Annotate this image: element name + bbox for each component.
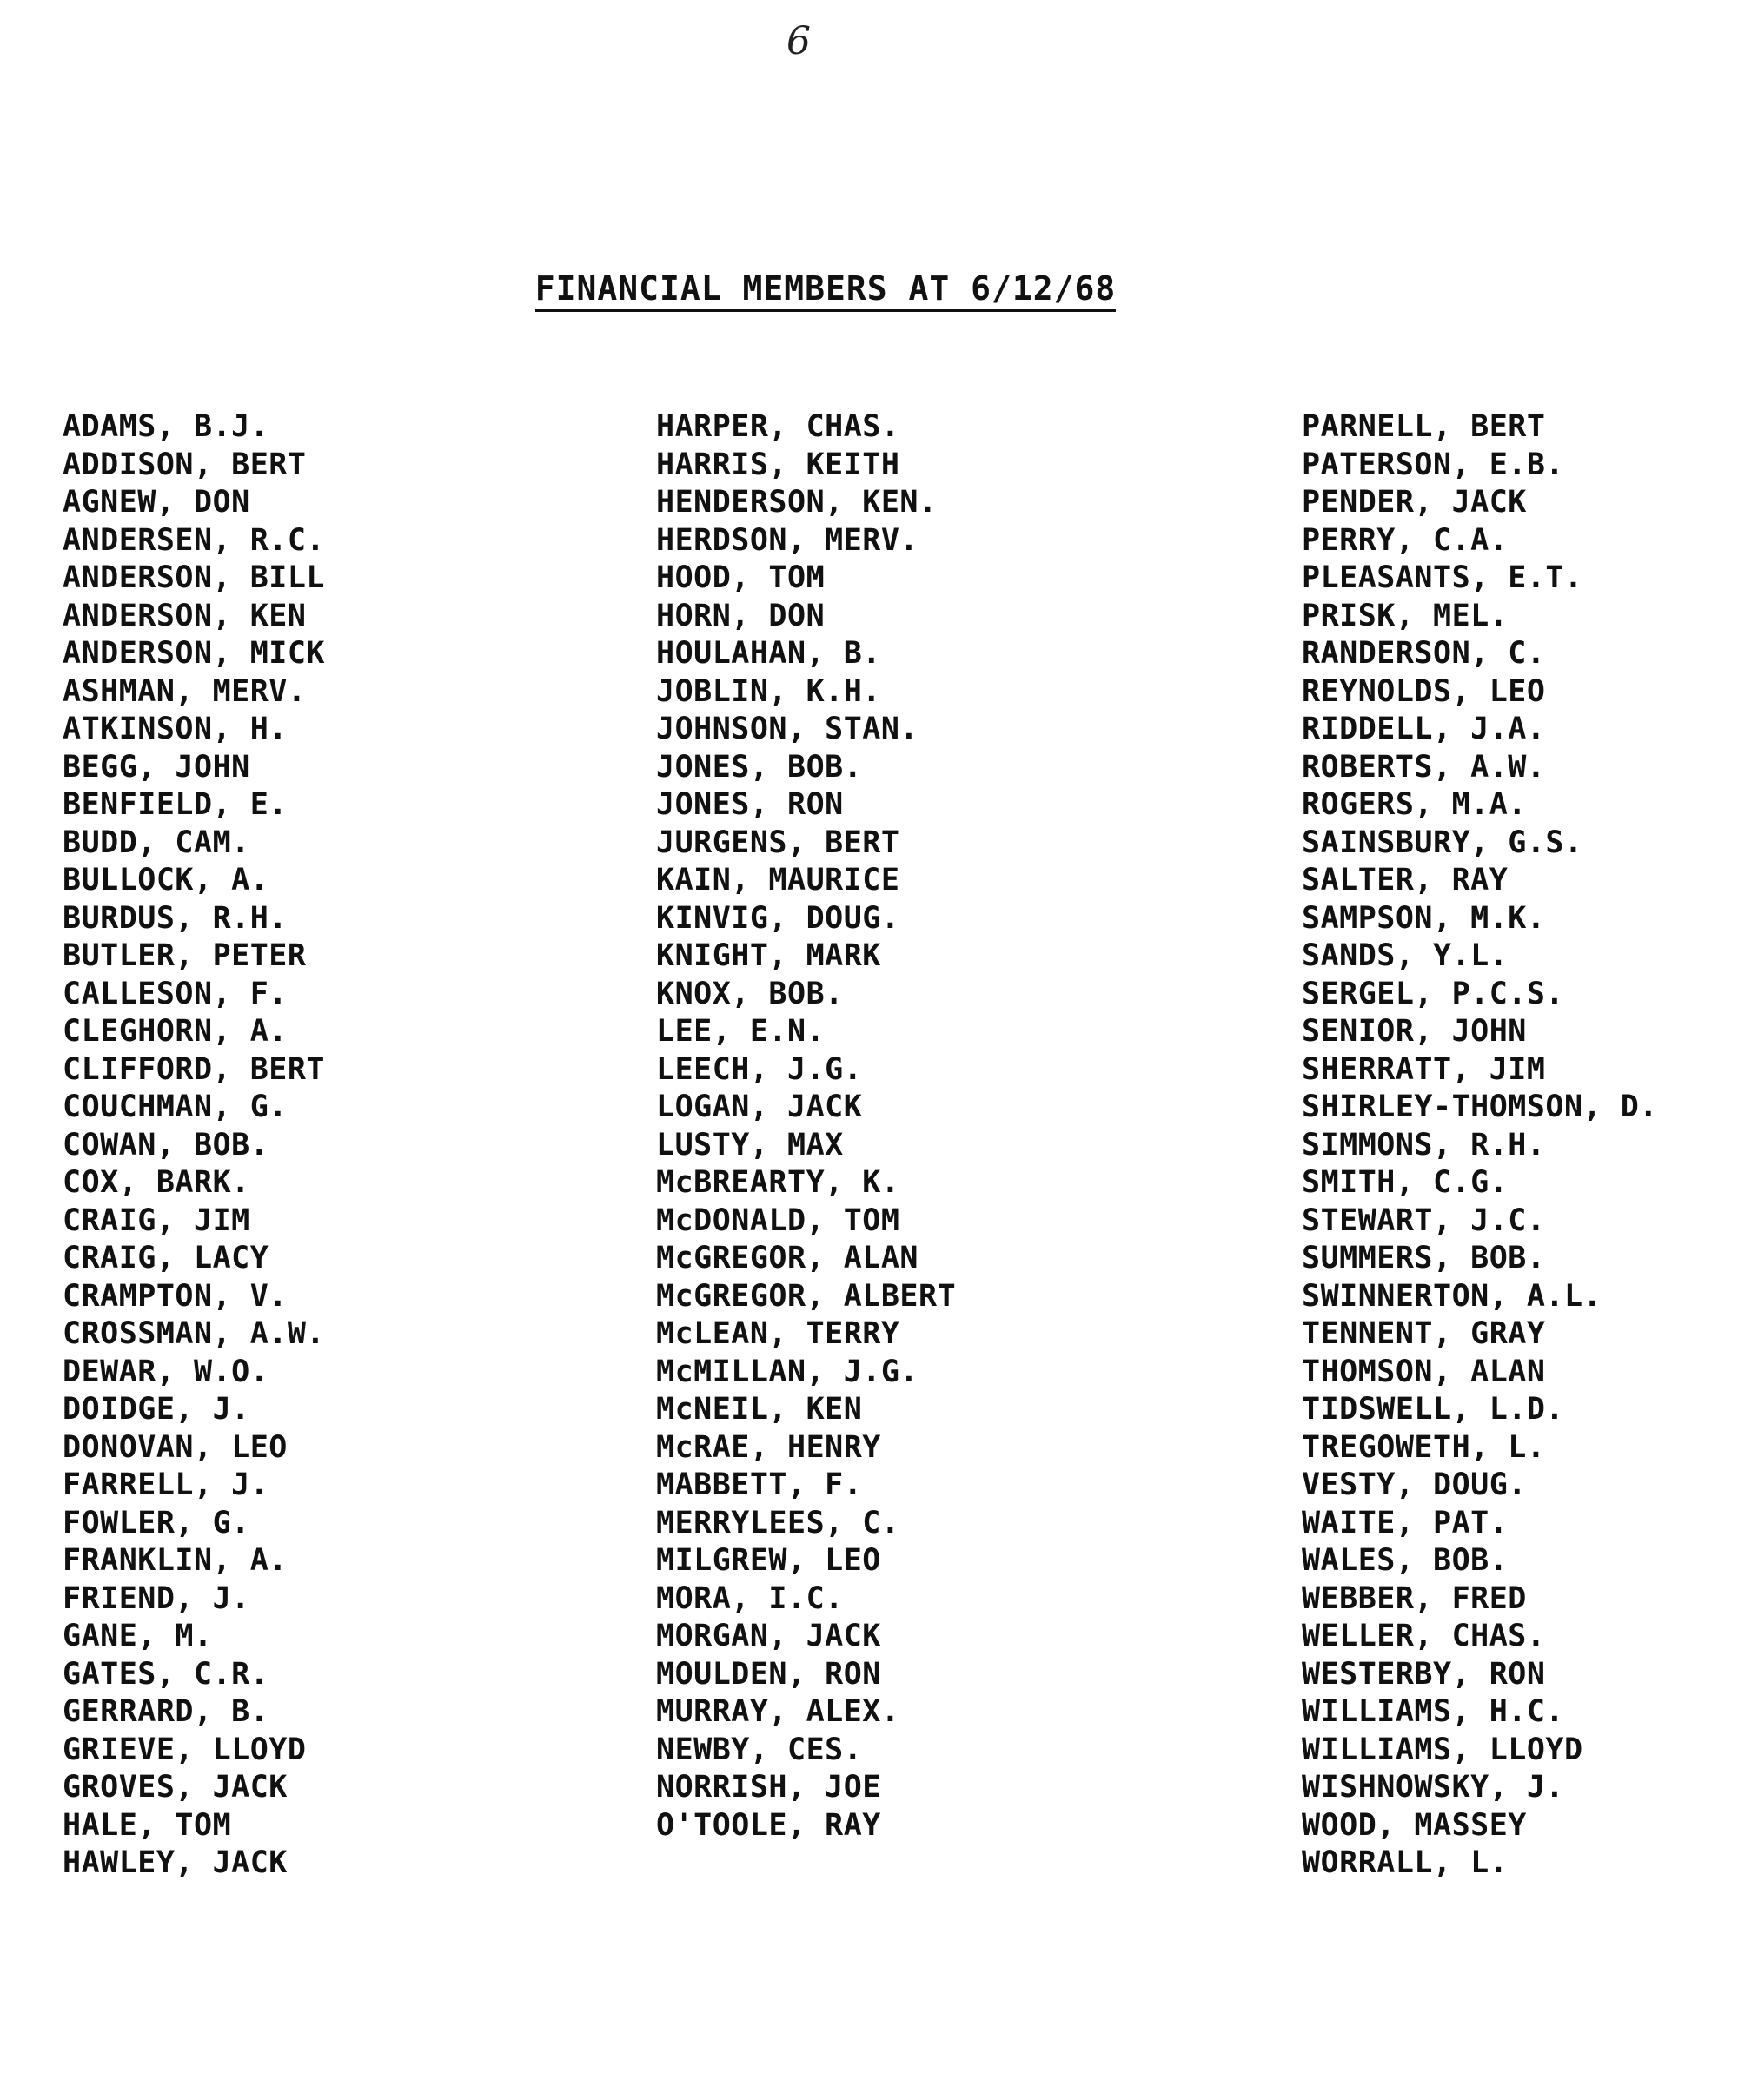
member-name: COUCHMAN, G.: [63, 1090, 288, 1124]
member-name: ADAMS, B.J.: [63, 409, 269, 444]
member-name: GERRARD, B.: [63, 1694, 269, 1729]
member-name: McRAE, HENRY: [656, 1429, 881, 1465]
member-name: WESTERBY, RON: [1302, 1656, 1546, 1692]
member-column-2: [656, 408, 956, 1845]
member-name: ANDERSON, MICK: [63, 636, 326, 671]
member-name: BUDD, CAM.: [63, 825, 250, 860]
member-name: PLEASANTS, E.T.: [1302, 560, 1583, 595]
member-name: SMITH, C.G.: [1302, 1165, 1509, 1200]
member-name: SERGEL, P.C.S.: [1302, 976, 1565, 1011]
member-name: GROVES, JACK: [63, 1770, 288, 1805]
member-name: LEECH, J.G.: [656, 1051, 863, 1087]
member-name: HERDSON, MERV.: [656, 522, 919, 558]
member-name: LUSTY, MAX: [656, 1127, 844, 1163]
member-name: ROBERTS, A.W.: [1302, 749, 1546, 785]
member-name: LOGAN, JACK: [656, 1090, 863, 1124]
member-name: WORRALL, L.: [1302, 1845, 1509, 1880]
member-name: COX, BARK.: [63, 1165, 250, 1200]
member-name: SHERRATT, JIM: [1302, 1051, 1546, 1087]
member-name: KAIN, MAURICE: [656, 863, 900, 898]
member-name: KINVIG, DOUG.: [656, 900, 900, 936]
member-name: HORN, DON: [656, 598, 826, 633]
member-name: JOBLIN, K.H.: [656, 673, 881, 709]
member-name: KNOX, BOB.: [656, 976, 844, 1011]
member-name: WISHNOWSKY, J.: [1302, 1770, 1565, 1805]
member-name: RIDDELL, J.A.: [1302, 712, 1546, 746]
member-name: JONES, RON: [656, 787, 844, 822]
member-name: HALE, TOM: [63, 1807, 232, 1843]
member-name: DOIDGE, J.: [63, 1392, 250, 1427]
member-column-3: [1302, 408, 1658, 1883]
member-name: ASHMAN, MERV.: [63, 673, 307, 709]
member-name: HAWLEY, JACK: [63, 1845, 288, 1880]
member-name: FRIEND, J.: [63, 1580, 250, 1616]
member-name: RANDERSON, C.: [1302, 636, 1546, 671]
member-name: TREGOWETH, L.: [1302, 1429, 1546, 1465]
member-name: HARRIS, KEITH: [656, 447, 900, 482]
member-name: TENNENT, GRAY: [1302, 1316, 1546, 1351]
member-name: ANDERSON, KEN: [63, 598, 307, 633]
page-title: [0, 269, 1651, 308]
member-name: GATES, C.R.: [63, 1656, 269, 1692]
member-name: McGREGOR, ALAN: [656, 1241, 919, 1275]
member-name: WILLIAMS, H.C.: [1302, 1694, 1565, 1729]
member-name: WAITE, PAT.: [1302, 1505, 1509, 1540]
member-name: SWINNERTON, A.L.: [1302, 1278, 1602, 1314]
member-name: WOOD, MASSEY: [1302, 1807, 1527, 1843]
member-name: MILGREW, LEO: [656, 1543, 881, 1578]
member-name: MURRAY, ALEX.: [656, 1694, 900, 1729]
member-name: CLIFFORD, BERT: [63, 1051, 326, 1087]
member-name: SAINSBURY, G.S.: [1302, 825, 1583, 860]
member-name: BURDUS, R.H.: [63, 900, 288, 936]
member-column-1: [63, 408, 325, 1883]
member-name: SANDS, Y.L.: [1302, 938, 1509, 973]
member-name: ATKINSON, H.: [63, 712, 288, 746]
member-name: BENFIELD, E.: [63, 787, 288, 822]
member-name: McBREARTY, K.: [656, 1165, 900, 1200]
member-name: GANE, M.: [63, 1619, 213, 1653]
page-title-text: FINANCIAL MEMBERS AT 6/12/68: [535, 269, 1117, 312]
member-name: WALES, BOB.: [1302, 1543, 1509, 1578]
member-name: McMILLAN, J.G.: [656, 1354, 919, 1389]
member-name: MABBETT, F.: [656, 1467, 863, 1502]
member-name: MOULDEN, RON: [656, 1656, 881, 1692]
member-name: CROSSMAN, A.W.: [63, 1316, 326, 1351]
member-name: SUMMERS, BOB.: [1302, 1241, 1546, 1275]
member-name: JURGENS, BERT: [656, 825, 900, 860]
member-name: HOOD, TOM: [656, 560, 826, 595]
member-name: ANDERSON, BILL: [63, 560, 326, 595]
member-name: PATERSON, E.B.: [1302, 447, 1565, 482]
member-name: VESTY, DOUG.: [1302, 1467, 1527, 1502]
member-name: REYNOLDS, LEO: [1302, 673, 1546, 709]
member-name: SIMMONS, R.H.: [1302, 1127, 1546, 1163]
member-name: MORGAN, JACK: [656, 1619, 881, 1653]
member-name: HOULAHAN, B.: [656, 636, 881, 671]
member-name: McLEAN, TERRY: [656, 1316, 900, 1351]
member-name: HARPER, CHAS.: [656, 409, 900, 444]
member-name: FARRELL, J.: [63, 1467, 269, 1502]
member-name: CLEGHORN, A.: [63, 1014, 288, 1049]
member-name: SHIRLEY-THOMSON, D.: [1302, 1090, 1658, 1124]
member-name: SAMPSON, M.K.: [1302, 900, 1546, 936]
member-name: CRAIG, LACY: [63, 1241, 269, 1275]
member-name: MORA, I.C.: [656, 1580, 844, 1616]
member-name: PERRY, C.A.: [1302, 522, 1509, 558]
member-name: AGNEW, DON: [63, 485, 250, 520]
member-name: McGREGOR, ALBERT: [656, 1278, 957, 1314]
member-name: DONOVAN, LEO: [63, 1429, 288, 1465]
member-name: NORRISH, JOE: [656, 1770, 881, 1805]
member-name: FRANKLIN, A.: [63, 1543, 288, 1578]
member-name: CRAIG, JIM: [63, 1202, 250, 1238]
member-name: WILLIAMS, LLOYD: [1302, 1732, 1583, 1767]
member-name: ROGERS, M.A.: [1302, 787, 1527, 822]
member-name: JONES, BOB.: [656, 749, 863, 785]
member-name: BULLOCK, A.: [63, 863, 269, 898]
member-name: STEWART, J.C.: [1302, 1202, 1546, 1238]
member-name: JOHNSON, STAN.: [656, 712, 919, 746]
member-name: KNIGHT, MARK: [656, 938, 881, 973]
member-name: NEWBY, CES.: [656, 1732, 863, 1767]
member-name: PARNELL, BERT: [1302, 409, 1546, 444]
member-name: O'TOOLE, RAY: [656, 1807, 881, 1843]
member-name: SENIOR, JOHN: [1302, 1014, 1527, 1049]
member-name: CRAMPTON, V.: [63, 1278, 288, 1314]
member-name: HENDERSON, KEN.: [656, 485, 938, 520]
page-number: 6: [786, 19, 811, 63]
member-name: COWAN, BOB.: [63, 1127, 269, 1163]
member-name: PRISK, MEL.: [1302, 598, 1509, 633]
member-name: LEE, E.N.: [656, 1014, 826, 1049]
member-name: BEGG, JOHN: [63, 749, 250, 785]
member-name: MERRYLEES, C.: [656, 1505, 900, 1540]
member-name: BUTLER, PETER: [63, 938, 307, 973]
member-name: ADDISON, BERT: [63, 447, 307, 482]
member-name: McDONALD, TOM: [656, 1202, 900, 1238]
member-name: THOMSON, ALAN: [1302, 1354, 1546, 1389]
member-name: TIDSWELL, L.D.: [1302, 1392, 1565, 1427]
member-name: ANDERSEN, R.C.: [63, 522, 326, 558]
member-name: WELLER, CHAS.: [1302, 1619, 1546, 1653]
member-name: DEWAR, W.O.: [63, 1354, 269, 1389]
member-name: McNEIL, KEN: [656, 1392, 863, 1427]
member-name: WEBBER, FRED: [1302, 1580, 1527, 1616]
member-name: CALLESON, F.: [63, 976, 288, 1011]
member-name: SALTER, RAY: [1302, 863, 1509, 898]
member-name: FOWLER, G.: [63, 1505, 250, 1540]
member-name: PENDER, JACK: [1302, 485, 1527, 520]
member-name: GRIEVE, LLOYD: [63, 1732, 307, 1767]
